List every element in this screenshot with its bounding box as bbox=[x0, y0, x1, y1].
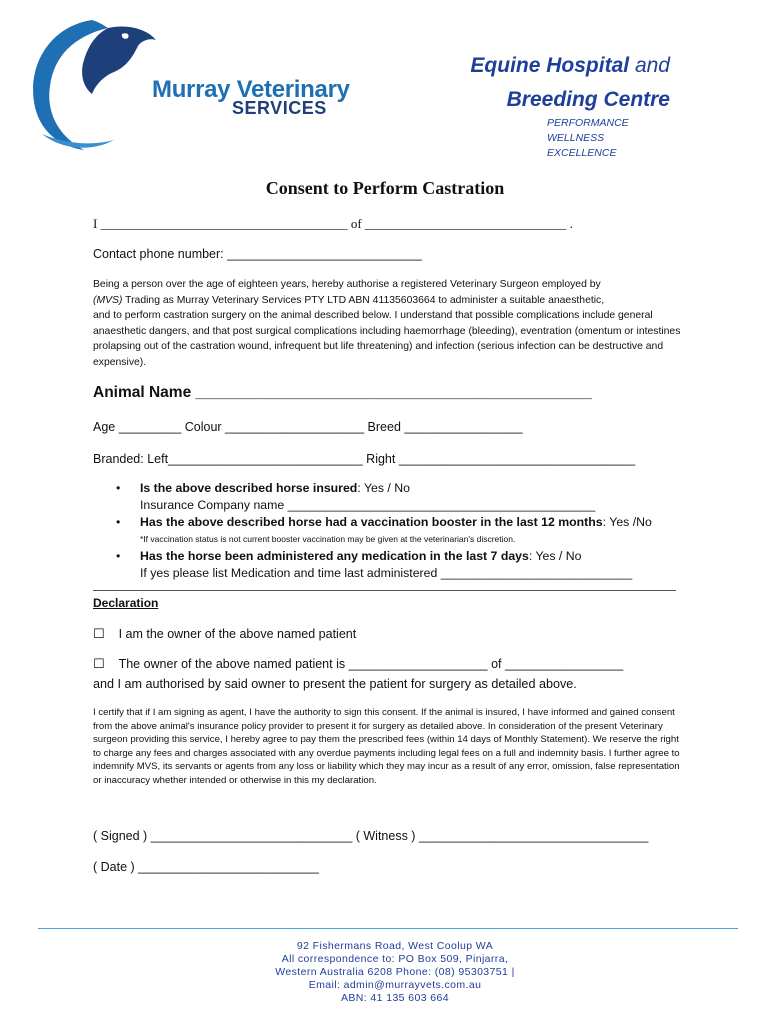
signature-witness-fields[interactable]: ( Signed ) _____________________________ ( Witness ) _________________________________ bbox=[93, 829, 649, 843]
owner-option-label: I am the owner of the above named patient bbox=[118, 627, 357, 641]
section-divider bbox=[93, 590, 676, 591]
question-medication-options[interactable]: : Yes / No bbox=[528, 549, 582, 563]
branded-fields[interactable]: Branded: Left____________________________ Right __________________________________ bbox=[93, 452, 636, 466]
hospital-name: Equine Hospital bbox=[470, 54, 630, 77]
logo-services: SERVICES bbox=[232, 98, 327, 118]
footer-phone: Western Australia 6208 Phone: (08) 95303751 | bbox=[275, 966, 515, 978]
contact-phone-field[interactable]: Contact phone number: ____________________________ bbox=[93, 247, 422, 261]
date-field[interactable]: ( Date ) __________________________ bbox=[93, 860, 319, 874]
question-insured[interactable] bbox=[110, 480, 690, 514]
agent-checkbox-icon[interactable]: ☐ bbox=[93, 656, 105, 671]
tagline-wellness: WELLNESS bbox=[547, 132, 605, 144]
tagline-excellence: EXCELLENCE bbox=[547, 147, 617, 159]
owner-option[interactable] bbox=[93, 626, 356, 642]
certification-paragraph: I certify that if I am signing as agent, I have the authority to sign this consent. If the animal is insured, I have informed and gained consent from the above animal's insurance policy provider to present it for surgery as detailed above. In consideration of the present Veterinary surgeon providing this service, I hereby agree to pay them the prescribed fees (within 14 days of Monthly Statement). We reserve the right to charge any fees and charges associated with any overdue payments including legal fees on a full and indemnity basis. I further agree to indemnify MVS, its servants or agents from any loss or liability which they may incur as a result of any error, omission, false representation or inaccuracy whether intended or otherwise in this my declaration. bbox=[93, 707, 680, 786]
owner-checkbox-icon[interactable]: ☐ bbox=[93, 626, 105, 641]
declaration-heading: Declaration bbox=[93, 596, 159, 610]
bullet-icon: • bbox=[116, 549, 121, 563]
bullet-icon: • bbox=[116, 515, 121, 529]
tagline-performance: PERFORMANCE bbox=[547, 117, 629, 129]
agent-option[interactable] bbox=[93, 656, 623, 672]
agent-option-label[interactable]: The owner of the above named patient is ____________________ of _________________ bbox=[118, 657, 624, 671]
question-vaccination-text: Has the above described horse had a vaccination booster in the last 12 months bbox=[140, 515, 603, 529]
form-title: Consent to Perform Castration bbox=[265, 178, 505, 198]
name-of-field[interactable]: I ______________________________________ of _______________________________ . bbox=[93, 216, 573, 231]
question-medication-text: Has the horse been administered any medication in the last 7 days bbox=[140, 549, 529, 563]
footer-contact bbox=[0, 940, 770, 1005]
footer-rule bbox=[38, 928, 738, 929]
horse-questions-list bbox=[110, 480, 690, 582]
animal-name-field[interactable]: Animal Name ______________________________________________ bbox=[93, 384, 593, 401]
para-line-b-text: Trading as Murray Veterinary Services PTY LTD ABN 41135603664 to administer a suitable anaesthetic, bbox=[122, 294, 605, 306]
murray-vets-logo-graphic bbox=[22, 14, 172, 154]
question-vaccination[interactable] bbox=[110, 514, 690, 548]
para-line-b bbox=[93, 293, 683, 309]
mvs-abbr: (MVS) bbox=[93, 294, 123, 306]
footer-email[interactable]: Email: admin@murrayvets.com.au bbox=[308, 979, 482, 991]
question-insured-text: Is the above described horse insured bbox=[140, 481, 358, 495]
footer-correspondence: All correspondence to: PO Box 509, Pinjarra, bbox=[281, 953, 509, 965]
para-line-a: Being a person over the age of eighteen years, hereby authorise a registered Veterinary Surgeon employed by bbox=[93, 279, 601, 290]
question-insured-options[interactable]: : Yes / No bbox=[357, 481, 410, 495]
question-vaccination-options[interactable]: : Yes /No bbox=[602, 515, 652, 529]
para-line-c: and to perform castration surgery on the animal described below. I understand that possible complications include general anaesthetic dangers, and that post surgical complications including haemorrhage (bleeding), eventration (omentum or intestines prolapsing out of the castration wound, infrequent but life threatening) and infection (serious infection can be destructive and expensive). bbox=[93, 310, 681, 368]
footer-address: 92 Fishermans Road, West Coolup WA bbox=[296, 940, 494, 952]
medication-list-field[interactable]: If yes please list Medication and time last administered ____________________________ bbox=[140, 566, 633, 580]
hospital-and: and bbox=[634, 54, 670, 77]
footer-abn: ABN: 41 135 603 664 bbox=[340, 992, 449, 1004]
bullet-icon: • bbox=[116, 481, 121, 495]
hospital-heading-line2: Breeding Centre bbox=[506, 88, 670, 111]
question-medication[interactable] bbox=[110, 548, 690, 582]
vaccination-note: *If vaccination status is not current booster vaccination may be given at the veterinarian's discretion. bbox=[140, 534, 516, 544]
authorisation-paragraph bbox=[93, 277, 683, 370]
agent-authorisation-text: and I am authorised by said owner to present the patient for surgery as detailed above. bbox=[93, 677, 577, 691]
hospital-heading-line1 bbox=[470, 54, 670, 78]
age-colour-breed-fields[interactable]: Age _________ Colour ____________________ Breed _________________ bbox=[93, 420, 523, 434]
insurance-company-field[interactable]: Insurance Company name _____________________________________________ bbox=[140, 498, 596, 512]
logo-name: Murray Veterinary bbox=[152, 76, 350, 103]
